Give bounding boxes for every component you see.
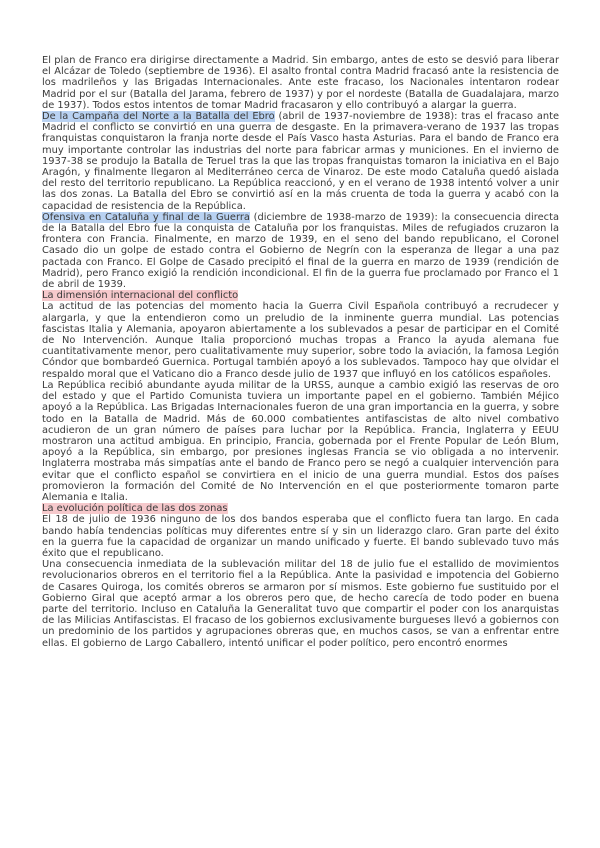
heading-evolucion-politica-line	[42, 503, 559, 514]
heading-campana-norte-ebro: De la Campaña del Norte a la Batalla del Ebro	[42, 111, 275, 123]
paragraph-campana-norte-text: (abril de 1937-noviembre de 1938): tras el fracaso ante Madrid el conflicto se convirtió en una guerra de desgaste. En la primavera-verano de 1937 las tropas franquistas conquistaron la franja norte desde el País Vasco hasta Asturias. Para el bando de Franco era muy importante controlar las industrias del norte para fabricar armas y municiones. En el invierno de 1937-38 se produjo la Batalla de Teruel tras la que las tropas franquistas tomaron la iniciativa en el Bajo Aragón, y finalmente llegaron al Mediterráneo cerca de Vinaroz. De este modo Cataluña quedó aislada del resto del territorio republicano. La República reaccionó, y en el verano de 1938 intentó volver a unir las dos zonas. La Batalla del Ebro se convirtió así en la más cruenta de toda la guerra y acabó con la capacidad de resistencia de la República.	[42, 111, 560, 212]
paragraph-consecuencia-sublevacion: Una consecuencia inmediata de la sublevación militar del 18 de julio fue el estallido de movimientos revolucionarios obreros en el territorio fiel a la República. Ante la pasividad e impotencia del Gobierno de Casares Quiroga, los comités obreros se armaron por sí mismos. Este gobierno fue sustituido por el Gobierno Giral que aceptó armar a los obreros pero que, de hecho carecía de todo poder en buena parte del territorio. Incluso en Cataluña la Generalitat tuvo que compartir el poder con los anarquistas de las Milicias Antifascistas. El fracaso de los gobiernos exclusivamente burgueses llevó a gobiernos con un predominio de los partidos y agrupaciones obreras que, en muchos casos, se van a enfrentar entre ellas. El gobierno de Largo Caballero, intentó unificar el poder político, pero encontró enormes	[42, 559, 559, 649]
paragraph-madrid: El plan de Franco era dirigirse directamente a Madrid. Sin embargo, antes de esto se desvió para liberar el Alcázar de Toledo (septiembre de 1936). El asalto frontal contra Madrid fracasó ante la resistencia de los madrileños y las Brigadas Internacionales. Ante este fracaso, los Nacionales intentaron rodear Madrid por el sur (Batalla del Jarama, febrero de 1937) y por el nordeste (Batalla de Guadalajara, marzo de 1937). Todos estos intentos de tomar Madrid fracasaron y ello contribuyó a alargar la guerra.	[42, 55, 559, 111]
document-page	[42, 55, 559, 649]
heading-ofensiva-cataluna: Ofensiva en Cataluña y final de la Guerra	[42, 211, 250, 223]
paragraph-ofensiva-cataluna-text: (diciembre de 1938-marzo de 1939): la consecuencia directa de la Batalla del Ebro fue la conquista de Cataluña por los franquistas. Miles de refugiados cruzaron la frontera con Francia. Finalmente, en marzo de 1939, en el seno del bando republicano, el Coronel Casado dio un golpe de estado contra el Gobierno de Negrín con la esperanza de llegar a una paz pactada con Franco. El Golpe de Casado precipitó el final de la guerra en marzo de 1939 (rendición de Madrid), pero Franco exigió la rendición incondicional. El fin de la guerra fue proclamado por Franco el 1 de abril de 1939.	[42, 211, 559, 291]
paragraph-campana-norte	[42, 111, 559, 212]
paragraph-republica-ayuda: La República recibió abundante ayuda militar de la URSS, aunque a cambio exigió las reservas de oro del estado y que el Partido Comunista tuviera un importante papel en el gobierno. También Méjico apoyó a la República. Las Brigadas Internacionales fueron de una gran importancia en la guerra, y sobre todo en la Batalla de Madrid. Más de 60.000 combatientes antifascistas de alto nivel combativo acudieron de un gran número de países para luchar por la República. Francia, Inglaterra y EEUU mostraron una actitud ambigua. En principio, Francia, gobernada por el Frente Popular de León Blum, apoyó a la República, sin embargo, por presiones inglesas Francia se vio obligada a no intervenir. Inglaterra mostraba más simpatías ante el bando de Franco pero se negó a cualquier intervención para evitar que el conflicto español se convirtiera en el inicio de una guerra mundial. Estos dos países promovieron la formación del Comité de No Intervención en el que posteriormente tomaron parte Alemania e Italia.	[42, 379, 559, 503]
paragraph-18-julio: El 18 de julio de 1936 ninguno de los dos bandos esperaba que el conflicto fuera tan largo. En cada bando había tendencias políticas muy diferentes entre sí y sin un liderazgo claro. Gran parte del éxito en la guerra fue la capacidad de organizar un mando unificado y fuerte. El bando sublevado tuvo más éxito que el republicano.	[42, 514, 559, 559]
heading-dimension-internacional: La dimensión internacional del conflicto	[42, 290, 239, 302]
paragraph-potencias: La actitud de las potencias del momento hacia la Guerra Civil Española contribuyó a recrudecer y alargarla, y que la entendieron como un preludio de la inminente guerra mundial. Las potencias fascistas Italia y Alemania, apoyaron abiertamente a los sublevados a pesar de participar en el Comité de No Intervención. Aunque Italia proporcionó muchas tropas a Franco la ayuda alemana fue cuantitativamente menor, pero cualitativamente muy superior, sobre todo la aviación, la famosa Legión Cóndor que bombardeó Guernica. Portugal también apoyó a los sublevados. Tampoco hay que olvidar el respaldo moral que el Vaticano dio a Franco desde julio de 1937 que influyó en los católicos españoles.	[42, 301, 559, 380]
paragraph-ofensiva-cataluna	[42, 212, 559, 290]
heading-dimension-internacional-line	[42, 290, 559, 301]
heading-evolucion-politica: La evolución política de las dos zonas	[42, 503, 228, 515]
